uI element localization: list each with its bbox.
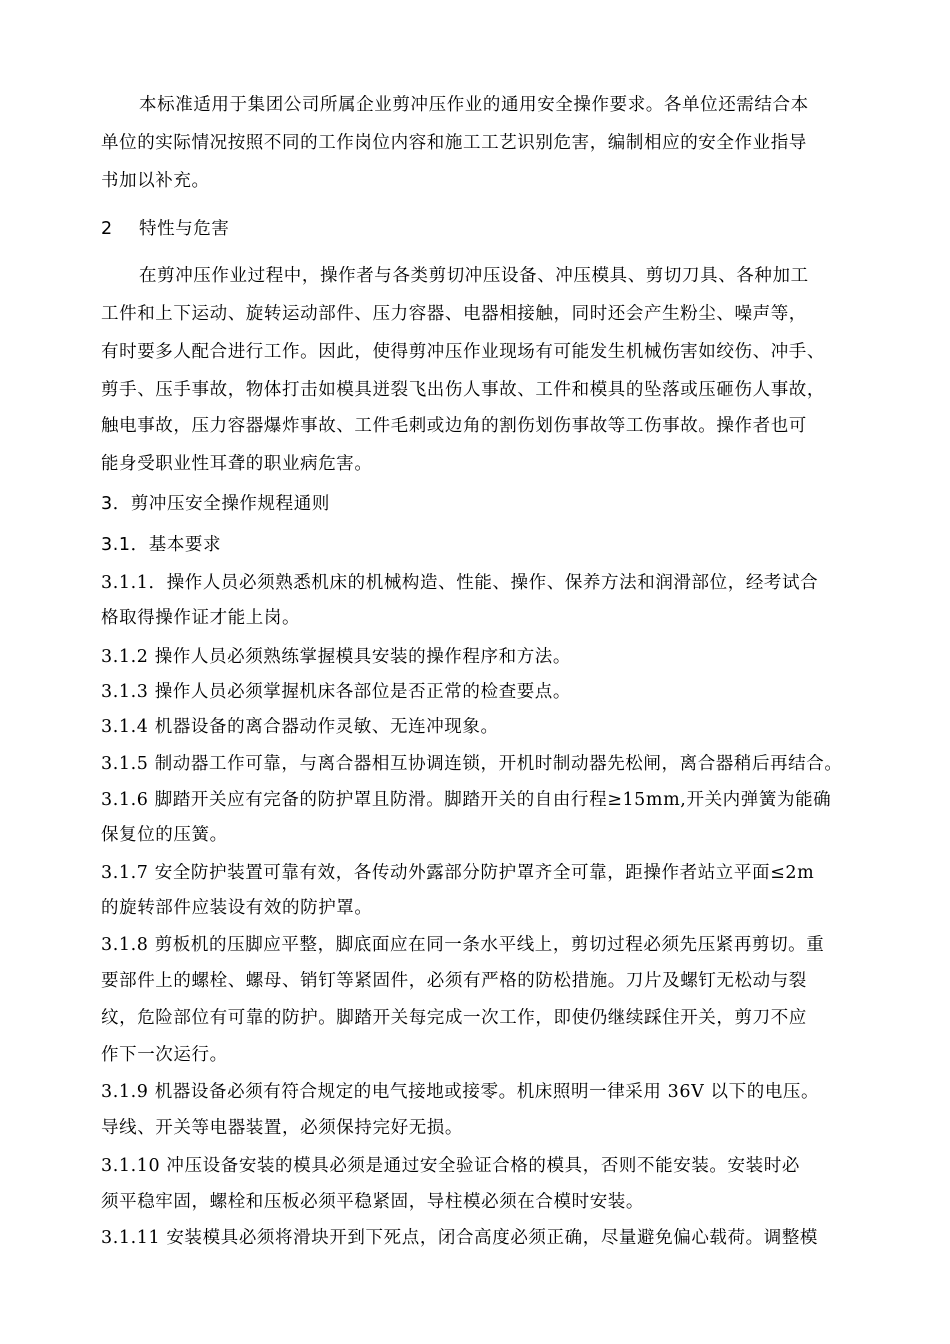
clause-line: 须平稳牢固，螺栓和压板必须平稳紧固，导柱模必须在合模时安装。 [101, 1192, 644, 1212]
section-2-number: 2 [101, 219, 113, 239]
clause-line: 导线、开关等电器装置，必须保持完好无损。 [101, 1118, 463, 1138]
intro-line: 书加以补充。 [101, 171, 210, 191]
clause-line: 格取得操作证才能上岗。 [101, 608, 301, 628]
clause-line: 3.1.5 制动器工作可靠，与离合器相互协调连锁，开机时制动器先松闸，离合器稍后再结合。 [101, 754, 843, 774]
section-2-title: 特性与危害 [139, 219, 230, 239]
clause-line: 要部件上的螺栓、螺母、销钉等紧固件，必须有严格的防松措施。刀片及螺钉无松动与裂 [101, 971, 807, 991]
clause-line: 作下一次运行。 [101, 1045, 228, 1065]
clause-line: 3.1.8 剪板机的压脚应平整，脚底面应在同一条水平线上，剪切过程必须先压紧再剪切。重 [101, 935, 825, 955]
section-2-heading [101, 217, 230, 241]
clause-line: 3.1.10 冲压设备安装的模具必须是通过安全验证合格的模具，否则不能安装。安装时必 [101, 1156, 800, 1176]
clause-line: 保复位的压簧。 [101, 825, 228, 845]
clause-line: 3.1.9 机器设备必须有符合规定的电气接地或接零。机床照明一律采用 36V 以下的电压。 [101, 1082, 820, 1102]
section-3-1-heading: 3.1．基本要求 [101, 535, 222, 555]
section-2-line: 能身受职业性耳聋的职业病危害。 [101, 454, 373, 474]
intro-line: 本标准适用于集团公司所属企业剪冲压作业的通用安全操作要求。各单位还需结合本 [139, 95, 809, 115]
section-2-line: 触电事故，压力容器爆炸事故、工件毛刺或边角的割伤划伤事故等工伤事故。操作者也可 [101, 416, 807, 436]
section-2-line: 在剪冲压作业过程中，操作者与各类剪切冲压设备、冲压模具、剪切刀具、各种加工 [139, 266, 809, 286]
section-2-line: 工件和上下运动、旋转运动部件、压力容器、电器相接触，同时还会产生粉尘、噪声等， [101, 304, 807, 324]
intro-line: 单位的实际情况按照不同的工作岗位内容和施工工艺识别危害，编制相应的安全作业指导 [101, 133, 807, 153]
section-2-line: 有时要多人配合进行工作。因此，使得剪冲压作业现场有可能发生机械伤害如绞伤、冲手、 [101, 342, 825, 362]
clause-line: 3.1.11 安装模具必须将滑块开到下死点，闭合高度必须正确，尽量避免偏心载荷。调整模 [101, 1228, 819, 1248]
clause-line: 3.1.4 机器设备的离合器动作灵敏、无连冲现象。 [101, 717, 499, 737]
clause-line: 3.1.1．操作人员必须熟悉机床的机械构造、性能、操作、保养方法和润滑部位，经考试合 [101, 573, 819, 593]
clause-line: 3.1.6 脚踏开关应有完备的防护罩且防滑。脚踏开关的自由行程≥15mm,开关内弹簧为能确 [101, 790, 832, 810]
section-2-line: 剪手、压手事故，物体打击如模具迸裂飞出伤人事故、工件和模具的坠落或压砸伤人事故， [101, 380, 825, 400]
clause-line: 3.1.7 安全防护装置可靠有效，各传动外露部分防护罩齐全可靠，距操作者站立平面≤2m [101, 863, 815, 883]
clause-line: 3.1.3 操作人员必须掌握机床各部位是否正常的检查要点。 [101, 682, 571, 702]
clause-line: 纹，危险部位有可靠的防护。脚踏开关每完成一次工作，即使仍继续踩住开关，剪刀不应 [101, 1008, 807, 1028]
clause-line: 的旋转部件应装设有效的防护罩。 [101, 898, 373, 918]
section-3-heading: 3．剪冲压安全操作规程通则 [101, 494, 330, 514]
clause-line: 3.1.2 操作人员必须熟练掌握模具安装的操作程序和方法。 [101, 647, 571, 667]
